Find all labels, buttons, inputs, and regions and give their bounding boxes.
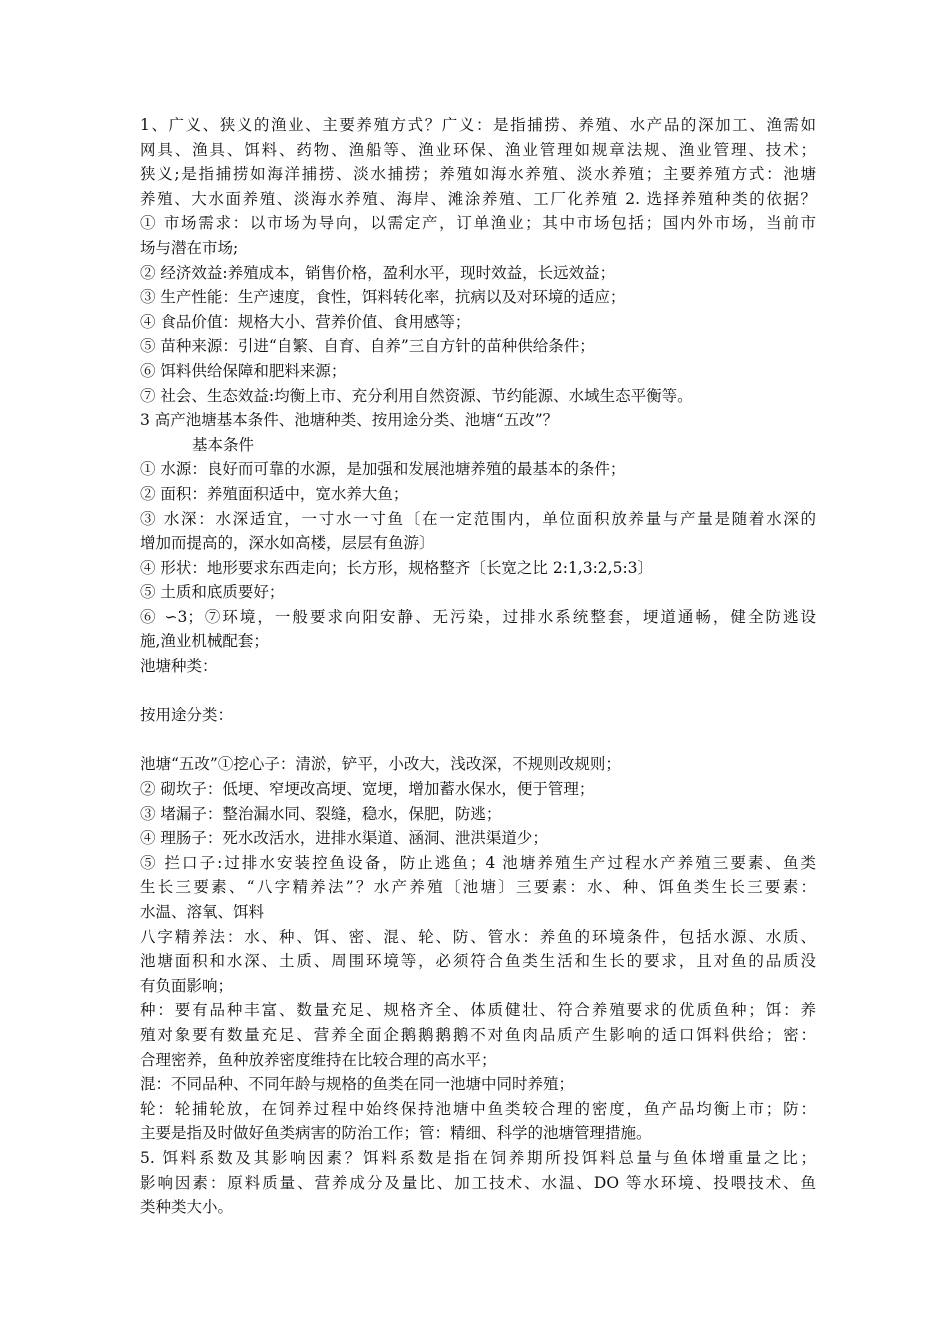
subheading: 基本条件 — [192, 435, 255, 454]
paragraph-line: 类种类大小。 — [140, 1198, 234, 1217]
paragraph-line: 轮：轮捕轮放，在饲养过程中始终保持池塘中鱼类较合理的密度，鱼产品均衡上市；防： — [140, 1099, 816, 1118]
list-item: ④ 形状：地形要求东西走向；长方形，规格整齐〔长宽之比 2:1,3:2,5:3〕 — [140, 558, 654, 577]
paragraph-line: 池塘面积和水深、土质、周围环境等，必须符合鱼类生活和生长的要求，且对鱼的品质没 — [140, 952, 816, 971]
list-item: ③ 生产性能：生产速度，食性，饵料转化率，抗病以及对环境的适应； — [140, 288, 626, 307]
paragraph-line: 合理密养，鱼种放养密度维持在比较合理的高水平； — [140, 1050, 497, 1069]
paragraph-line: 生长三要素、“八字精养法”？水产养殖〔池塘〕三要素：水、种、饵鱼类生长三要素： — [140, 878, 816, 897]
list-item: ⑦ 社会、生态效益:均衡上市、充分利用自然资源、节约能源、水域生态平衡等。 — [140, 386, 693, 405]
list-item: ⑥ 饵料供给保障和肥料来源； — [140, 361, 347, 380]
blank-line — [140, 679, 816, 704]
paragraph-line: 八字精养法：水、种、饵、密、混、轮、防、管水：养鱼的环境条件，包括水源、水质、 — [140, 927, 816, 946]
list-item: ③ 水深：水深适宜，一寸水一寸鱼〔在一定范围内，单位面积放养量与产量是随着水深的 — [140, 509, 816, 528]
paragraph-line: 影响因素：原料质量、营养成分及量比、加工技术、水温、DO 等水环境、投喂技术、鱼 — [140, 1173, 816, 1192]
list-item-continuation: 施,渔业机械配套； — [140, 632, 269, 651]
section-heading: 5. 饵料系数及其影响因素？饵料系数是指在饲养期所投饵料总量与鱼体增重量之比； — [140, 1148, 816, 1167]
list-item: 池塘“五改”①挖心子：清淤，铲平，小改大，浅改深，不规则改规则； — [140, 755, 621, 774]
paragraph-line: 殖对象要有数量充足、营养全面企鹅鹅鹅鹅不对鱼肉品质产生影响的适口饵料供给；密： — [140, 1025, 816, 1044]
list-item: ④ 食品价值：规格大小、营养价值、食用感等； — [140, 312, 471, 331]
paragraph-line: 种：要有品种丰富、数量充足、规格齐全、体质健壮、符合养殖要求的优质鱼种；饵：养 — [140, 1001, 816, 1020]
list-item: ① 市场需求：以市场为导向，以需定产，订单渔业；其中市场包括；国内外市场，当前市 — [140, 214, 816, 233]
paragraph-line: 水温、溶氧、饵料 — [140, 903, 265, 921]
list-item-continuation: 场与潜在市场; — [140, 238, 239, 257]
label-line: 按用途分类： — [140, 706, 234, 725]
section-heading: 3 高产池塘基本条件、池塘种类、按用途分类、池塘“五改”？ — [140, 411, 559, 430]
list-item: ⑤ 拦口子:过排水安装控鱼设备，防止逃鱼；4 池塘养殖生产过程水产养殖三要素、鱼类 — [140, 853, 816, 872]
list-item: ③ 堵漏子：整治漏水同、裂缝，稳水，保肥，防逃； — [140, 804, 502, 823]
paragraph-line: 养殖、大水面养殖、淡海水养殖、海岸、滩涂养殖、工厂化养殖 2. 选择养殖种类的依据？ — [140, 189, 816, 208]
list-item: ⑤ 土质和底质要好； — [140, 583, 285, 602]
list-item: ② 经济效益:养殖成本，销售价格，盈利水平，现时效益，长远效益； — [140, 263, 616, 282]
list-item-continuation: 增加而提高的，深水如高楼，层层有鱼游〕 — [140, 534, 435, 553]
paragraph-line: 有负面影响； — [140, 976, 234, 995]
list-item: ④ 理肠子：死水改活水，进排水渠道、涵洞、泄洪渠道少； — [140, 829, 548, 848]
list-item: ② 砌坎子：低埂、窄埂改高埂、宽埂，增加蓄水保水，便于管理； — [140, 780, 595, 799]
list-item: ⑥ ∽3；⑦环境，一般要求向阳安静、无污染，过排水系统整套，埂道通畅，健全防逃设 — [140, 607, 816, 626]
blank-line — [140, 728, 816, 753]
paragraph-line: 1、广义、狭义的渔业、主要养殖方式？广义：是指捕捞、养殖、水产品的深加工、渔需如 — [140, 116, 816, 134]
paragraph-line: 混：不同品种、不同年龄与规格的鱼类在同一池塘中同时养殖； — [140, 1075, 575, 1094]
list-item: ① 水源：良好而可靠的水源，是加强和发展池塘养殖的最基本的条件； — [140, 460, 626, 479]
paragraph-line: 狭义;是指捕捞如海洋捕捞、淡水捕捞；养殖如海水养殖、淡水养殖；主要养殖方式：池塘 — [140, 165, 816, 184]
label-line: 池塘种类： — [140, 657, 218, 676]
paragraph-line: 网具、渔具、饵料、药物、渔船等、渔业环保、渔业管理如规章法规、渔业管理、技术； — [140, 140, 816, 159]
list-item: ⑤ 苗种来源：引进“自繁、自育、自养”三自方针的苗种供给条件； — [140, 337, 595, 356]
paragraph-line: 主要是指及时做好鱼类病害的防治工作；管：精细、科学的池塘管理措施。 — [140, 1124, 652, 1143]
list-item: ② 面积：养殖面积适中，宽水养大鱼； — [140, 484, 409, 503]
document-body — [140, 113, 816, 1220]
